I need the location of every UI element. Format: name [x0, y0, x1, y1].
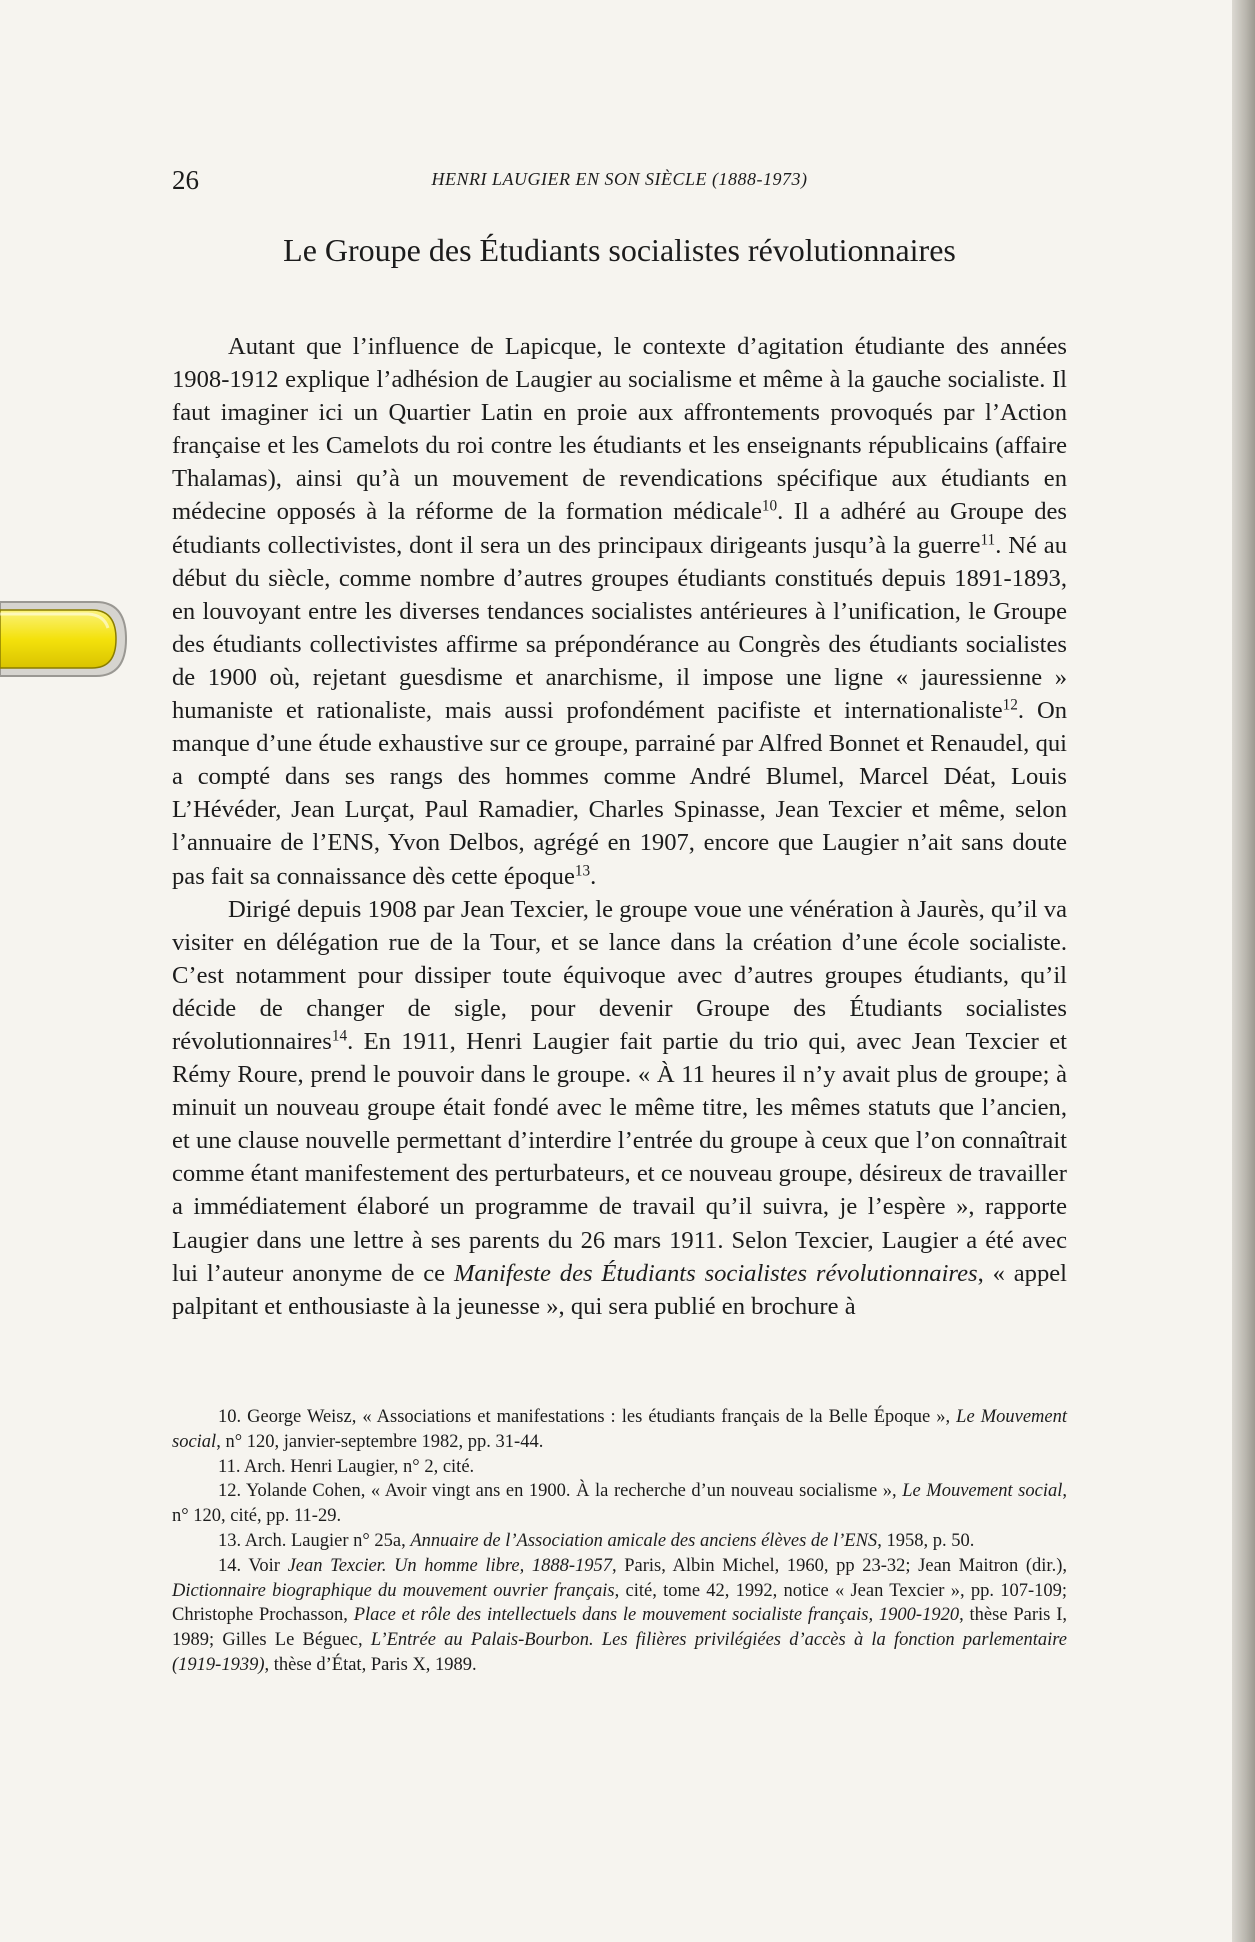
page-number: 26	[172, 165, 199, 195]
footnote-ref-14[interactable]: 14	[331, 1027, 348, 1045]
paragraph: Dirigé depuis 1908 par Jean Texcier, le groupe voue une vénération à Jaurès, qu’il va visiter en délégation rue de la Tour, et se lance dans la création d’une école socialiste. C’est notamment pour dissiper toute équivoque avec d’autres groupes étudiants, qu’il décide de changer de sigle, pour devenir Groupe des Étudiants socialistes révolutionnaires$^{14}$. En 1911, Henri Laugier fait partie du trio qui, avec Jean Texcier et Rémy Roure, prend le pouvoir dans le groupe. « À 11 heures il n’y avait plus de groupe; à minuit un nouveau groupe était fondé avec le même titre, les mêmes statuts que l’ancien, et une clause nouvelle permettant d’interdire l’entrée du groupe à ceux que l’on connaîtrait comme étant manifestement des perturbateurs, et ce nouveau groupe, désireux de travailler a immédiatement élaboré un programme de travail qu’il suivra, je l’espère », rapporte Laugier dans une lettre à ses parents du 26 mars 1911. Selon Texcier, Laugier a été avec lui l’auteur anonyme de ce Manifeste des Étudiants socialistes révolutionnaires, « appel palpitant et enthousiaste à la jeunesse », qui sera publié en brochure à	[172, 895, 1067, 1320]
footnote-ref-12[interactable]: 12	[1002, 696, 1018, 714]
section-title: Le Groupe des Étudiants socialistes révolutionnaires	[283, 232, 956, 268]
body-text	[172, 330, 1067, 1323]
footnote-12: 12. Yolande Cohen, « Avoir vingt ans en 1900. À la recherche d’un nouveau socialisme », Le Mouvement social, n° 120, cité, pp. 11-29.	[172, 1481, 1067, 1527]
footnote-11: 11. Arch. Henri Laugier, n° 2, cité.	[218, 1456, 475, 1477]
footnote-ref-10[interactable]: 10	[761, 498, 778, 516]
running-head	[172, 165, 1067, 195]
footnote-13: 13. Arch. Laugier n° 25a, Annuaire de l’Association amicale des anciens élèves de l’ENS, 1958, p. 50.	[218, 1530, 975, 1551]
paragraph: Autant que l’influence de Lapicque, le contexte d’agitation étudiante des années 1908-1912 explique l’adhésion de Laugier au socialisme et même à la gauche socialiste. Il faut imaginer ici un Quartier Latin en proie aux affrontements provoqués par l’Action française et les Camelots du roi contre les étudiants et les enseignants républicains (affaire Thalamas), ainsi qu’à un mouvement de revendications spécifique aux étudiants en médecine opposés à la réforme de la formation médicale$^{10}$. Il a adhéré au Groupe des étudiants collectivistes, dont il sera un des principaux dirigeants jusqu’à la guerre$^{11}$. Né au début du siècle, comme nombre d’autres groupes étudiants constitués depuis 1891-1893, en louvoyant entre les diverses tendances socialistes antérieures à l’unification, le Groupe des étudiants collectivistes affirme sa prépondérance au Congrès des étudiants socialistes de 1900 où, rejetant guesdisme et anarchisme, il impose une ligne « jauressienne » humaniste et rationaliste, mais aussi profondément pacifiste et internationaliste$^{12}$. On manque d’une étude exhaustive sur ce groupe, parrainé par Alfred Bonnet et Renaudel, qui a compté dans ses rangs des hommes comme André Blumel, Marcel Déat, Louis L’Hévéder, Jean Lurçat, Paul Ramadier, Charles Spinasse, Jean Texcier et même, selon l’annuaire de l’ENS, Yvon Delbos, agrégé en 1907, encore que Laugier n’ait sans doute pas fait sa connaissance dès cette époque$^{13}$.	[172, 333, 1068, 890]
footnote-10: 10. George Weisz, « Associations et manifestations : les étudiants français de la Belle Époque », Le Mouvement social, n° 120, janvier-septembre 1982, pp. 31-44.	[172, 1407, 1068, 1452]
footnote-14: 14. Voir Jean Texcier. Un homme libre, 1888-1957, Paris, Albin Michel, 1960, pp 23-32; Jean Maitron (dir.), Dictionnaire biographique du mouvement ouvrier français, cité, tome 42, 1992, notice « Jean Texcier », pp. 107-109; Christophe Prochasson, Place et rôle des intellectuels dans le mouvement socialiste français, 1900-1920, thèse Paris I, 1989; Gilles Le Béguec, L’Entrée au Palais-Bourbon. Les filières privilégiées d’accès à la fonction parlementaire (1919-1939), thèse d’État, Paris X, 1989.	[172, 1555, 1067, 1675]
italic-title: Manifeste des Étudiants socialistes révolutionnaires	[453, 1259, 978, 1287]
footnote-ref-11[interactable]: 11	[980, 531, 996, 549]
page-edge	[1232, 0, 1255, 1942]
footnote-ref-13[interactable]: 13	[574, 862, 591, 880]
footnotes	[172, 1405, 1067, 1678]
bookmark-tab-icon[interactable]	[0, 598, 130, 680]
running-title: HENRI LAUGIER EN SON SIÈCLE (1888-1973)	[431, 169, 808, 189]
